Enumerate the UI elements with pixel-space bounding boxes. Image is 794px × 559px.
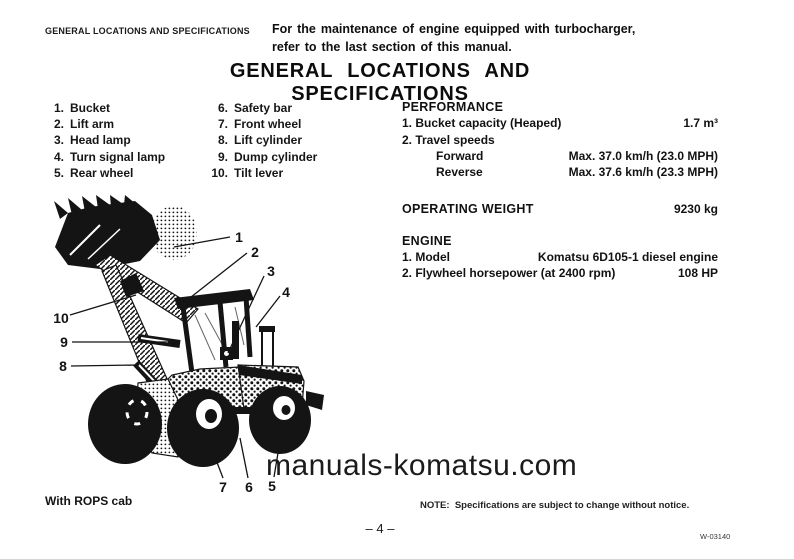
spec-value: Max. 37.6 km/h (23.3 MPH) — [568, 165, 718, 180]
legend-item — [42, 117, 165, 133]
operating-weight-heading: OPERATING WEIGHT — [402, 202, 534, 217]
legend-item-label: Rear wheel — [70, 165, 134, 180]
callout-2: 2 — [251, 244, 259, 260]
spec-label: Reverse — [436, 165, 483, 180]
legend-item — [200, 101, 317, 117]
legend-item-number: 6. — [217, 101, 228, 115]
legend-item-label: Bucket — [70, 101, 111, 115]
callout-5: 5 — [268, 478, 276, 494]
running-title: GENERAL LOCATIONS AND SPECIFICATIONS — [45, 26, 250, 36]
callout-6: 6 — [245, 479, 253, 495]
legend-item-number: 2. — [53, 117, 64, 132]
callout-4: 4 — [282, 284, 290, 300]
spec-value: 1.7 m³ — [683, 116, 718, 131]
legend-item-number: 9. — [217, 149, 228, 164]
parts-legend-col1 — [42, 101, 165, 182]
spec-row-bucket-capacity — [402, 116, 718, 132]
figure-cab-roof — [174, 289, 254, 309]
legend-item — [200, 166, 317, 182]
callout-10: 10 — [53, 310, 69, 326]
legend-item-number: 10. — [211, 165, 228, 180]
turbo-notice-line2: refer to the last section of this manual. — [272, 39, 512, 54]
spec-label: 2. Flywheel horsepower (at 2400 rpm) — [402, 266, 616, 281]
callout-8: 8 — [59, 358, 67, 374]
legend-item-label: Dump cylinder — [234, 149, 318, 164]
turbo-notice — [272, 21, 635, 56]
spec-row-model — [402, 250, 718, 266]
legend-item-number: 7. — [217, 117, 228, 132]
page-title: GENERAL LOCATIONS AND SPECIFICATIONS — [229, 60, 531, 105]
legend-item — [200, 117, 317, 133]
spec-row-reverse — [402, 165, 718, 181]
performance-heading: PERFORMANCE — [402, 100, 504, 114]
spec-value: Max. 37.0 km/h (23.0 MPH) — [568, 148, 718, 163]
spec-label: 1. Model — [402, 250, 451, 265]
legend-item-number: 3. — [53, 133, 64, 148]
footer-note: NOTE: Specifications are subject to change without notice. — [420, 500, 690, 511]
legend-item-number: 5. — [53, 165, 64, 180]
spec-value: Komatsu 6D105-1 diesel engine — [537, 250, 718, 265]
callout-7: 7 — [219, 479, 227, 495]
legend-item-label: Lift cylinder — [234, 133, 303, 148]
legend-item-number: 4. — [53, 149, 64, 164]
spec-row-forward — [402, 149, 718, 165]
legend-item-label: Lift arm — [70, 117, 115, 132]
figure-caption: With ROPS cab — [45, 494, 133, 508]
legend-item-label: Tilt lever — [234, 165, 284, 180]
legend-item — [200, 150, 317, 166]
legend-item-label: Turn signal lamp — [70, 149, 166, 164]
specifications-panel — [402, 100, 718, 283]
document-code: W-03140 — [700, 532, 731, 541]
engine-heading: ENGINE — [402, 233, 452, 248]
spec-value: 108 HP — [677, 266, 718, 281]
parts-legend-col2 — [200, 101, 317, 182]
callout-1: 1 — [235, 229, 243, 245]
figure-head-lamp — [220, 347, 233, 360]
legend-item — [42, 133, 165, 149]
page-number: – 4 – — [365, 521, 395, 536]
spec-label: 2. Travel speeds — [402, 132, 495, 147]
legend-item — [42, 101, 165, 117]
legend-item — [200, 133, 317, 149]
callout-9: 9 — [60, 334, 68, 350]
figure-front-right-wheel — [167, 389, 239, 467]
spec-label: Forward — [436, 148, 484, 163]
figure-exhaust-stack — [232, 321, 239, 359]
spec-value: 9230 kg — [673, 202, 718, 217]
watermark-text: manuals-komatsu.com — [266, 449, 578, 482]
spec-row-flywheel-horsepower — [402, 266, 718, 282]
legend-item-label: Head lamp — [70, 133, 131, 148]
legend-item-label: Front wheel — [234, 117, 302, 132]
figure-dirt-spill — [151, 206, 197, 260]
legend-item-label: Safety bar — [234, 101, 293, 115]
legend-item-number: 1. — [53, 101, 64, 115]
spec-label: 1. Bucket capacity (Heaped) — [402, 116, 562, 131]
spec-row-travel-speeds — [402, 133, 718, 149]
turbo-notice-line1: For the maintenance of engine equipped with turbocharger, — [272, 22, 636, 36]
legend-item — [42, 150, 165, 166]
legend-item-number: 8. — [217, 133, 228, 148]
figure-front-left-wheel — [88, 384, 162, 464]
legend-item — [42, 166, 165, 182]
spec-row-operating-weight — [402, 202, 718, 218]
callout-3: 3 — [267, 263, 275, 279]
